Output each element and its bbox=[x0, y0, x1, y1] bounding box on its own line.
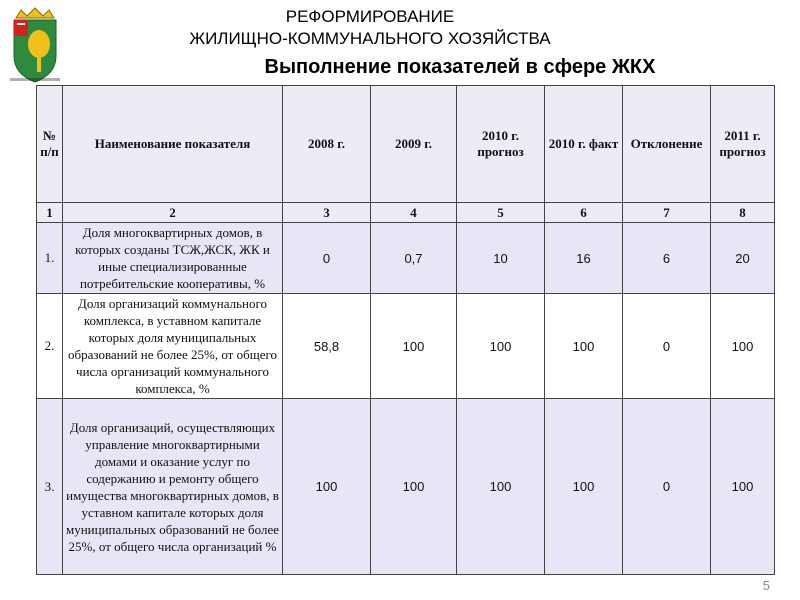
row-2009: 100 bbox=[371, 399, 457, 575]
column-numbers-row bbox=[37, 203, 775, 223]
row-2008: 0 bbox=[283, 223, 371, 294]
row-2010-fact: 100 bbox=[545, 399, 623, 575]
row-2011-forecast: 100 bbox=[711, 399, 775, 575]
row-name: Доля организаций коммунального комплекса, в уставном капитале которых доля муниципальных образований не более 25%, от общего числа организаций коммунального комплекса, % bbox=[63, 294, 283, 399]
col-number: 1 bbox=[37, 203, 63, 223]
header-2010-fact: 2010 г. факт bbox=[545, 86, 623, 203]
col-number: 4 bbox=[371, 203, 457, 223]
row-deviation: 0 bbox=[623, 294, 711, 399]
row-2008: 58,8 bbox=[283, 294, 371, 399]
col-number: 6 bbox=[545, 203, 623, 223]
header-2011-forecast: 2011 г. прогноз bbox=[711, 86, 775, 203]
col-number: 7 bbox=[623, 203, 711, 223]
table-row bbox=[37, 223, 775, 294]
row-num: 1. bbox=[37, 223, 63, 294]
row-2011-forecast: 100 bbox=[711, 294, 775, 399]
header-2009: 2009 г. bbox=[371, 86, 457, 203]
row-deviation: 0 bbox=[623, 399, 711, 575]
col-number: 2 bbox=[63, 203, 283, 223]
row-2010-forecast: 100 bbox=[457, 399, 545, 575]
header-line-1: РЕФОРМИРОВАНИЕ bbox=[285, 7, 455, 26]
coat-of-arms-logo bbox=[8, 6, 62, 84]
table-header-row bbox=[37, 86, 775, 203]
row-2010-fact: 16 bbox=[545, 223, 623, 294]
row-num: 3. bbox=[37, 399, 63, 575]
row-2008: 100 bbox=[283, 399, 371, 575]
header-num: № п/п bbox=[37, 86, 63, 203]
page-title: Выполнение показателей в сфере ЖКХ bbox=[264, 56, 656, 78]
row-2009: 0,7 bbox=[371, 223, 457, 294]
row-2009: 100 bbox=[371, 294, 457, 399]
indicators-table bbox=[36, 85, 775, 575]
row-2010-forecast: 10 bbox=[457, 223, 545, 294]
col-number: 5 bbox=[457, 203, 545, 223]
header-2008: 2008 г. bbox=[283, 86, 371, 203]
header-line-2: ЖИЛИЩНО-КОММУНАЛЬНОГО ХОЗЯЙСТВА bbox=[189, 29, 551, 48]
header-2010-forecast: 2010 г. прогноз bbox=[457, 86, 545, 203]
header-deviation: Отклонение bbox=[623, 86, 711, 203]
row-num: 2. bbox=[37, 294, 63, 399]
row-2010-forecast: 100 bbox=[457, 294, 545, 399]
table-row bbox=[37, 399, 775, 575]
row-name: Доля организаций, осуществляющих управление многоквартирными домами и оказание услуг по содержанию и ремонту общего имущества многоквартирных домов, в уставном капитале которых доля муниципальных образований не более 25%, от общего числа организаций % bbox=[63, 399, 283, 575]
page-number: 5 bbox=[762, 578, 770, 593]
col-number: 3 bbox=[283, 203, 371, 223]
header-name: Наименование показателя bbox=[63, 86, 283, 203]
table-row bbox=[37, 294, 775, 399]
col-number: 8 bbox=[711, 203, 775, 223]
row-name: Доля многоквартирных домов, в которых созданы ТСЖ,ЖСК, ЖК и иные специализированные потребительские кооперативы, % bbox=[63, 223, 283, 294]
row-2010-fact: 100 bbox=[545, 294, 623, 399]
row-2011-forecast: 20 bbox=[711, 223, 775, 294]
row-deviation: 6 bbox=[623, 223, 711, 294]
